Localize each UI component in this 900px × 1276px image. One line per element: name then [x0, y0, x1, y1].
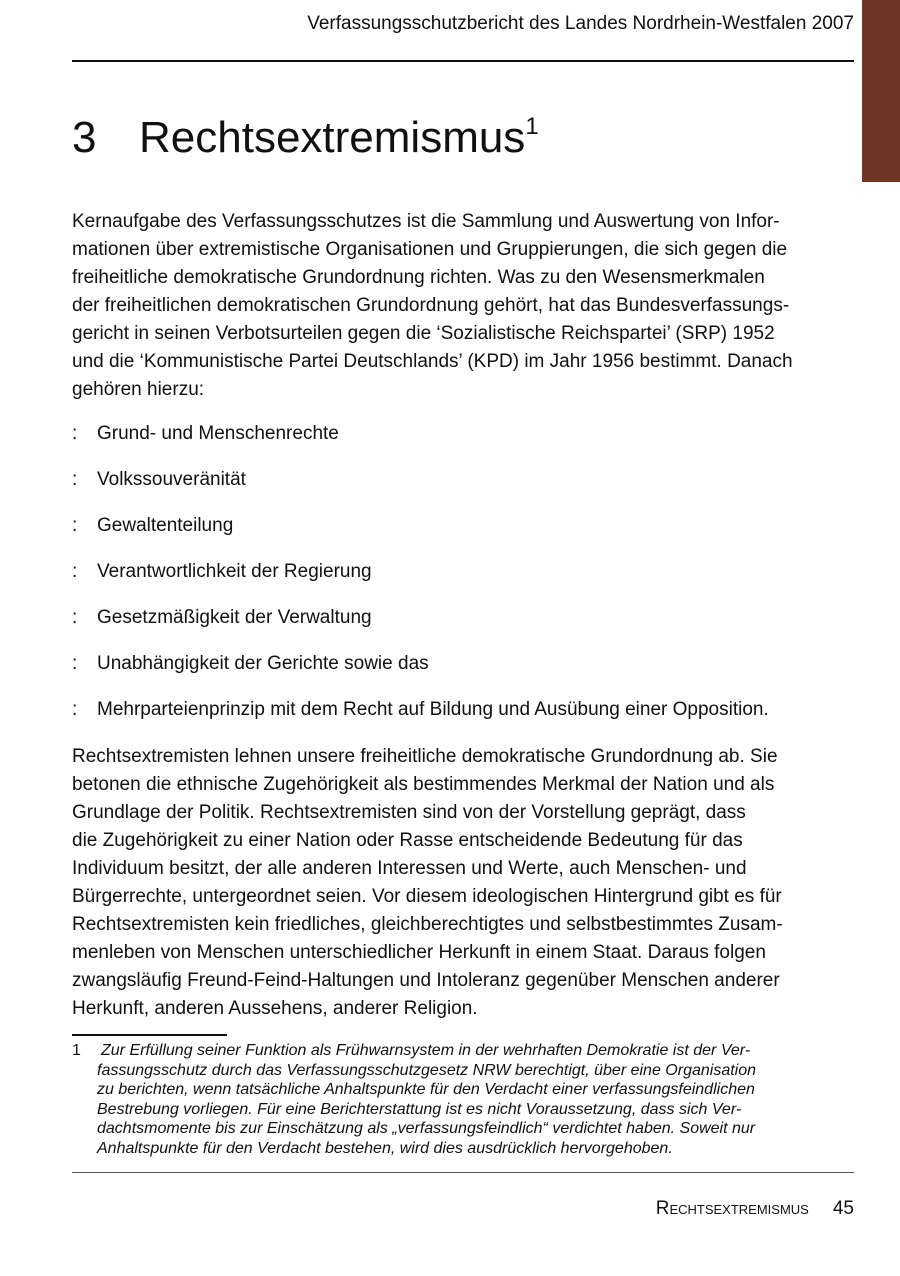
chapter-color-tab	[862, 0, 900, 182]
paragraph-line: gehören hierzu:	[72, 379, 205, 400]
chapter-title	[72, 110, 539, 170]
paragraph-line: Individuum besitzt, der alle anderen Interessen und Werte, auch Menschen- und	[72, 858, 747, 879]
paragraph-line: zwangsläufig Freund-Feind-Haltungen und Intoleranz gegenüber Menschen anderer	[72, 970, 780, 991]
paragraph-line: mationen über extremistische Organisationen und Gruppierungen, die sich gegen die	[72, 239, 788, 260]
list-item-text: Mehrparteienprinzip mit dem Recht auf Bildung und Ausübung einer Opposition.	[97, 699, 769, 720]
running-header: Verfassungsschutzbericht des Landes Nordrhein-Westfalen 2007	[307, 13, 854, 34]
paragraph-line: der freiheitlichen demokratischen Grundordnung gehört, hat das Bundesverfassungs-	[72, 295, 790, 316]
footnote	[72, 1041, 756, 1158]
list-item	[72, 604, 769, 650]
bullet-marker: :	[72, 699, 78, 720]
footnote-number: 1	[72, 1042, 81, 1059]
closing-paragraph	[72, 743, 783, 1023]
footer-section-name: Rechtsextremismus	[655, 1198, 809, 1219]
paragraph-line: die Zugehörigkeit zu einer Nation oder Rasse entscheidende Bedeutung für das	[72, 830, 743, 851]
paragraph-line: und die ‘Kommunistische Partei Deutschlands’ (KPD) im Jahr 1956 bestimmt. Danach	[72, 351, 793, 372]
list-item	[72, 650, 769, 696]
list-item	[72, 558, 769, 604]
paragraph-line: Kernaufgabe des Verfassungsschutzes ist die Sammlung und Auswertung von Infor-	[72, 211, 780, 232]
bullet-marker: :	[72, 607, 78, 628]
list-item	[72, 696, 769, 742]
page-number: 45	[832, 1198, 854, 1219]
list-item-text: Unabhängigkeit der Gerichte sowie das	[97, 653, 429, 674]
footnote-line: fassungsschutz durch das Verfassungsschutzgesetz NRW berechtigt, über eine Organisation	[97, 1061, 757, 1079]
list-item-text: Volkssouveränität	[97, 469, 246, 490]
running-footer	[500, 1196, 854, 1222]
paragraph-line: Grundlage der Politik. Rechtsextremisten sind von der Vorstellung geprägt, dass	[72, 802, 746, 823]
list-item-text: Gewaltenteilung	[97, 515, 234, 536]
paragraph-line: menleben von Menschen unterschiedlicher Herkunft in einem Staat. Daraus folgen	[72, 942, 766, 963]
list-item-text: Grund- und Menschenrechte	[97, 423, 339, 444]
footnote-text	[97, 1041, 756, 1158]
list-item-text: Gesetzmäßigkeit der Verwaltung	[97, 607, 372, 628]
footnote-line: Bestrebung vorliegen. Für eine Berichterstattung ist es nicht Voraussetzung, dass sich Ver-	[97, 1100, 742, 1118]
footnote-line: Anhaltspunkte für den Verdacht bestehen, wird dies ausdrücklich hervorgehoben.	[97, 1139, 673, 1157]
bullet-marker: :	[72, 561, 78, 582]
list-item	[72, 512, 769, 558]
paragraph-line: Bürgerrechte, untergeordnet seien. Vor diesem ideologischen Hintergrund gibt es für	[72, 886, 782, 907]
bullet-marker: :	[72, 423, 78, 444]
paragraph-line: Rechtsextremisten kein friedliches, gleichberechtigtes und selbstbestimmtes Zusam-	[72, 914, 783, 935]
footer-rule	[72, 1172, 854, 1173]
list-item	[72, 420, 769, 466]
footnote-reference[interactable]: 1	[525, 113, 539, 140]
chapter-number: 3	[72, 113, 97, 162]
list-item	[72, 466, 769, 512]
chapter-title-text: Rechtsextremismus	[139, 113, 526, 162]
paragraph-line: betonen die ethnische Zugehörigkeit als bestimmendes Merkmal der Nation und als	[72, 774, 775, 795]
footnote-separator	[72, 1034, 227, 1036]
paragraph-line: gericht in seinen Verbotsurteilen gegen die ‘Sozialistische Reichspartei’ (SRP) 1952	[72, 323, 775, 344]
footnote-line: dachtsmomente bis zur Einschätzung als „verfassungsfeindlich“ verdichtet haben. Soweit nur	[97, 1120, 756, 1137]
bullet-marker: :	[72, 469, 78, 490]
footnote-line: zu berichten, wenn tatsächliche Anhaltspunkte für den Verdacht einer verfassungsfeindlichen	[97, 1081, 755, 1098]
paragraph-line: Herkunft, anderen Aussehens, anderer Religion.	[72, 998, 478, 1019]
footnote-line: Zur Erfüllung seiner Funktion als Frühwarnsystem in der wehrhaften Demokratie ist der Ver-	[101, 1042, 751, 1059]
list-item-text: Verantwortlichkeit der Regierung	[97, 561, 372, 582]
paragraph-line: freiheitliche demokratische Grundordnung richten. Was zu den Wesensmerkmalen	[72, 267, 765, 288]
intro-paragraph	[72, 208, 793, 404]
bullet-marker: :	[72, 515, 78, 536]
paragraph-line: Rechtsextremisten lehnen unsere freiheitliche demokratische Grundordnung ab. Sie	[72, 746, 778, 767]
header-rule	[72, 60, 854, 62]
principles-list	[72, 420, 769, 742]
bullet-marker: :	[72, 653, 78, 674]
